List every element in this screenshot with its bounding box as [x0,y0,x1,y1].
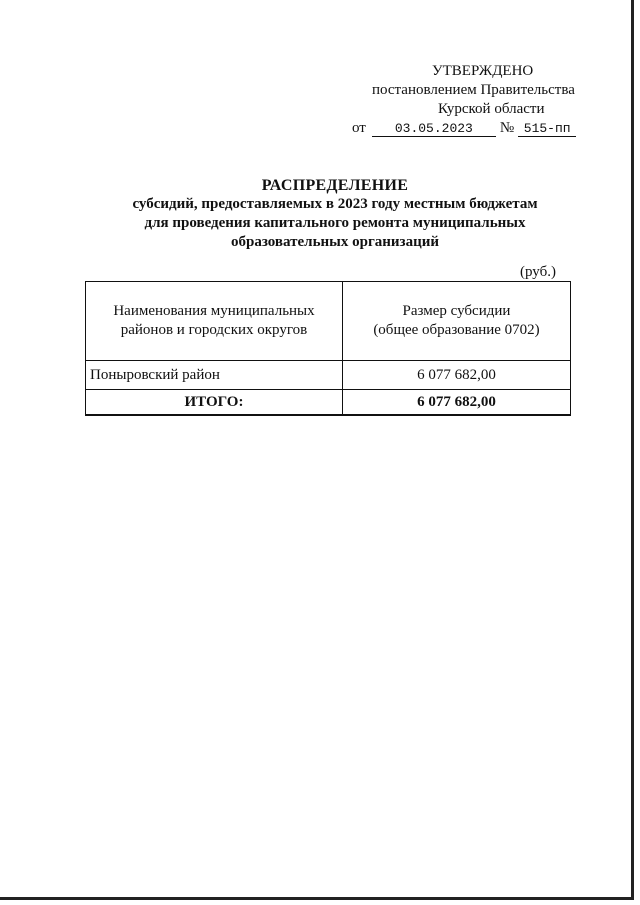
total-label: ИТОГО: [86,390,343,416]
document-title [60,176,610,252]
currency-unit: (руб.) [520,264,556,280]
header-municipality-line2: районов и городских округов [120,322,308,338]
subsidies-table [85,281,571,416]
approval-stamp [340,62,590,138]
table-header-row [86,282,571,361]
resolution-number: 515-пп [518,121,576,137]
title-line-1: субсидий, предоставляемых в 2023 году местным бюджетам [132,196,538,212]
header-subsidy-amount [343,282,571,361]
municipality-name: Поныровский район [86,361,343,390]
table-row [86,361,571,390]
subsidy-amount: 6 077 682,00 [343,361,571,390]
total-amount: 6 077 682,00 [343,390,571,416]
title-heading: РАСПРЕДЕЛЕНИЕ [261,177,409,194]
header-municipality-line1: Наименования муниципальных [113,303,315,319]
header-amount-line1: Размер субсидии [402,303,511,319]
resolution-date: 03.05.2023 [372,121,496,137]
approved-label: УТВЕРЖДЕНО [432,63,534,79]
header-municipality [86,282,343,361]
resolution-label: постановлением Правительства [372,82,575,98]
title-line-2: для проведения капитального ремонта муниципальных [144,215,526,231]
title-line-3: образовательных организаций [231,234,439,250]
region-label: Курской области [438,101,545,117]
number-sign: № [499,120,515,136]
from-label: от [352,120,366,136]
date-number-line [352,119,590,138]
total-row [86,390,571,416]
header-amount-line2: (общее образование 0702) [373,322,540,338]
